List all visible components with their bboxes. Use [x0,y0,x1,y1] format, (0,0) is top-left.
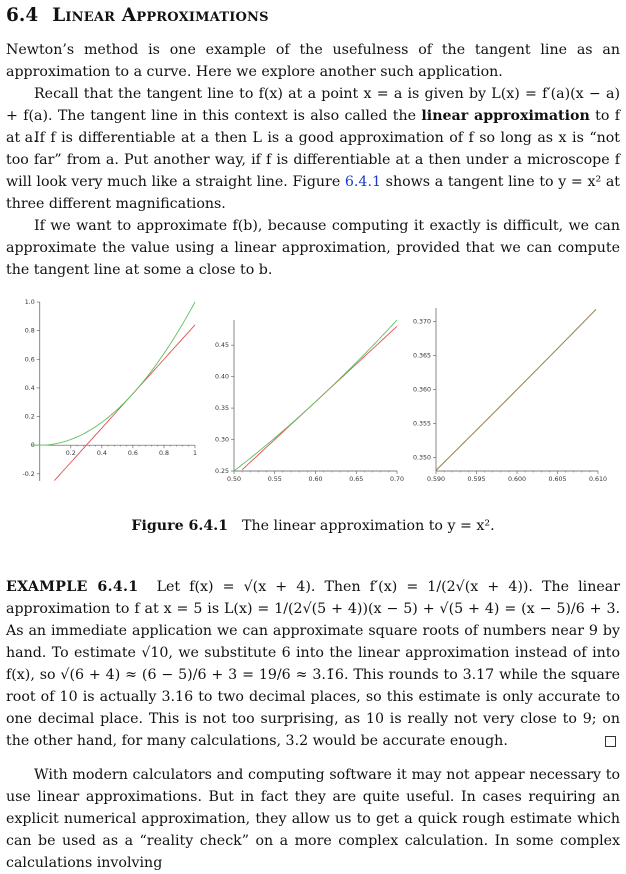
section-number: 6.4 [6,5,39,26]
example-block [6,576,620,752]
figure-label: Figure 6.4.1 [131,518,229,534]
y-tick-label: -0.2 [22,470,35,478]
y-tick-label: 1.0 [24,299,35,306]
paragraph-1-text: Newton’s method is one example of the usefulness of the tangent line as an approximation to a curve. Here we explore another such application. [6,42,620,80]
x-tick-label: 0.590 [426,476,446,483]
example-heading: EXAMPLE 6.4.1 [6,579,139,595]
x-tick-label: 0.4 [96,450,107,458]
x-tick-label: 0.50 [226,476,242,483]
x-tick-label: 0.610 [588,476,608,483]
figure-reference-link[interactable]: 6.4.1 [344,174,381,190]
example-text: Let f(x) = √(x + 4). Then f′(x) = 1/(2√(x + 4)). The linear approximation to f at x = 5 is L(x) = 1/(2√(5 + 4))(x − 5) + √(5 + 4) = (x − 5)/6 + 3. As an immediate application we can approximate square roots of numbers near 9 by hand. To estimate √10, we substitute 6 into the linear approximation instead of into f(x), so √(6 + 4) ≈ (6 − 5)/6 + 3 = 19/6 ≈ 3.1̄6. This rounds to 3.17 while the square root of 10 is actually 3.16 to two decimal places, so this estimate is only accurate to one decimal place. This is not too surprising, as 10 is really not very close to 9; on the other hand, for many calculations, 3.2 would be accurate enough. [6,579,620,749]
paragraph-2-text-b: to f at a. [6,108,620,146]
x-tick-label: 0.6 [127,450,138,458]
figure-panel-3 [0,296,626,496]
y-tick-label: 0.355 [412,420,431,428]
linear-approximation-term: linear approximation [421,108,590,124]
figure-6-4-1 [0,296,626,496]
paragraph-2-text-a: Recall that the tangent line to f(x) at a point x = a is given by L(x) = f′(a)(x − a) + f(a). The tangent line in this context is also called the [6,86,620,124]
y-tick-label: 0.370 [412,318,431,326]
paragraph-1 [6,39,620,83]
paragraph-4 [6,215,620,281]
y-tick-label: 0.6 [24,356,35,364]
x-tick-label: 0.70 [389,476,405,483]
y-tick-label: 0.2 [24,413,35,421]
x-tick-label: 0.55 [267,476,282,483]
x-tick-label: 1 [192,450,198,458]
figure-caption [0,518,626,534]
section-heading [6,5,269,26]
y-tick-label: 0.40 [214,373,229,381]
y-tick-label: 0.360 [412,386,431,394]
qed-box-icon [605,736,616,747]
section-title: Linear Approximations [52,5,269,26]
x-tick-label: 0.595 [467,476,486,483]
paragraph-3-text-a: If f is differentiable at a then L is a good approximation of f so long as x is “not too far” from a. Put another way, if f is differentiable at a then under a microscope f will look very much like a straight line. Figure [6,130,620,190]
y-tick-label: 0.35 [214,405,229,413]
x-tick-label: 0.605 [548,476,567,483]
curve-and-tangent-line [436,309,596,470]
y-tick-label: 0.8 [24,327,35,335]
paragraph-4-text: If we want to approximate f(b), because computing it exactly is difficult, we can approximate the value using a linear approximation, provided that we can compute the tangent line at some a close to b. [6,218,620,278]
y-tick-label: 0.4 [24,384,35,392]
x-tick-label: 0.600 [507,476,527,483]
x-tick-label: 0.60 [308,476,323,483]
x-tick-label: 0.65 [349,476,364,483]
x-tick-label: 0.2 [65,450,76,458]
y-tick-label: 0.350 [412,454,431,462]
y-tick-label: 0.25 [214,468,229,475]
figure-caption-text: The linear approximation to y = x². [242,518,495,534]
y-tick-label: 0 [30,442,35,450]
paragraph-3 [6,127,620,215]
x-tick-label: 0.8 [158,450,169,458]
closing-paragraph-text: With modern calculators and computing software it may not appear necessary to use linear approximations. But in fact they are quite useful. In cases requiring an explicit numerical approximation, they allow us to get a quick rough estimate which can be used as a “reality check” on a more complex calculation. In some complex calculations involving [6,767,620,871]
closing-paragraph [6,764,620,874]
y-tick-label: 0.365 [412,352,431,360]
paragraph-3-text-b: shows a tangent line to y = x² at three different magnifications. [6,174,620,212]
y-tick-label: 0.45 [214,342,229,350]
y-tick-label: 0.30 [214,436,229,444]
